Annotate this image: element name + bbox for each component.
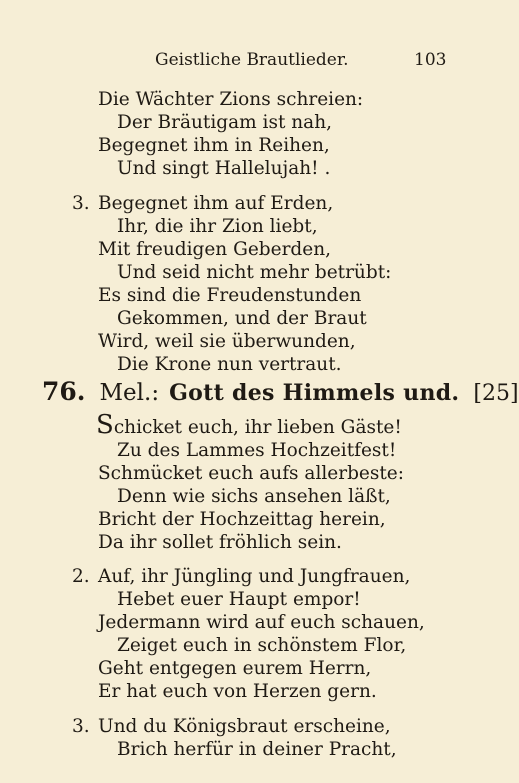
verse-line: Da ihr sollet fröhlich sein.	[98, 532, 342, 553]
verse-line: Er hat euch von Herzen gern.	[98, 681, 377, 702]
verse-line: Es sind die Freudenstunden	[98, 285, 362, 306]
verse-line: Jedermann wird auf euch schauen,	[98, 612, 425, 633]
stanza-number: 3.	[72, 193, 90, 214]
hymn-number: 76.	[42, 377, 86, 406]
verse-line: Zeiget euch in schönstem Flor,	[117, 635, 407, 656]
verse-line-first	[96, 410, 402, 440]
verse-line: Und du Königsbraut erscheine,	[98, 716, 391, 737]
hymn-heading	[42, 378, 519, 409]
verse-line: Und singt Hallelujah! .	[117, 158, 331, 179]
verse-line: Mit freudigen Geberden,	[98, 239, 332, 260]
verse-line: Ihr, die ihr Zion liebt,	[117, 216, 318, 237]
verse-line: Hebet euer Haupt empor!	[117, 589, 361, 610]
verse-line: Begegnet ihm in Reihen,	[98, 135, 330, 156]
verse-line: Der Bräutigam ist nah,	[117, 112, 332, 133]
verse-line: Die Wächter Zions schreien:	[98, 89, 364, 110]
verse-line: Schmücket euch aufs allerbeste:	[98, 463, 404, 484]
verse-line: Wird, weil sie überwunden,	[98, 331, 356, 352]
verse-line: Denn wie sichs ansehen läßt,	[117, 486, 391, 507]
tune-number: [25]	[473, 381, 519, 406]
running-header-title: Geistliche Brautlieder.	[155, 50, 349, 70]
verse-line: Und seid nicht mehr betrübt:	[117, 262, 392, 283]
verse-line: Geht entgegen eurem Herrn,	[98, 658, 372, 679]
verse-line-text: chicket euch, ihr lieben Gäste!	[113, 417, 402, 438]
verse-line: Bricht der Hochzeittag herein,	[98, 509, 386, 530]
verse-line: Gekommen, und der Braut	[117, 308, 367, 329]
page-number: 103	[414, 50, 447, 70]
stanza-number: 2.	[72, 566, 90, 587]
stanza-number: 3.	[72, 716, 90, 737]
verse-line: Begegnet ihm auf Erden,	[98, 193, 334, 214]
verse-line: Die Krone nun vertraut.	[117, 354, 342, 375]
verse-line: Brich herfür in deiner Pracht,	[117, 739, 397, 760]
tune-name: Gott des Himmels und.	[169, 380, 460, 406]
drop-initial: S	[96, 410, 114, 440]
verse-line: Zu des Lammes Hochzeitfest!	[117, 440, 397, 461]
melody-label: Mel.:	[99, 380, 160, 406]
verse-line: Auf, ihr Jüngling und Jungfrauen,	[98, 566, 411, 587]
